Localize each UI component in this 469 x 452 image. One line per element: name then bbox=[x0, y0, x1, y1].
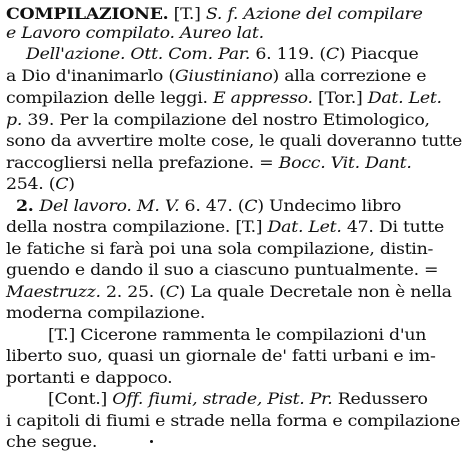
entry-line bbox=[48, 390, 428, 409]
text-run: ) Piacque bbox=[338, 45, 419, 63]
text-run: [T.] Cicerone rammenta le compilazioni d'un bbox=[48, 326, 427, 344]
text-run: 6. 119. ( bbox=[250, 45, 326, 63]
entry-line bbox=[6, 304, 205, 323]
entry-line bbox=[48, 326, 426, 345]
italic-text: Maestruzz. bbox=[6, 283, 101, 301]
text-run: che segue. bbox=[6, 433, 98, 451]
entry-line bbox=[6, 433, 97, 452]
text-run: 254. ( bbox=[6, 175, 56, 193]
text-run: 2. 25. ( bbox=[100, 283, 166, 301]
italic-text: C bbox=[165, 283, 179, 301]
entry-line bbox=[26, 45, 419, 64]
italic-text: Ott. Com. Par. bbox=[130, 45, 251, 63]
entry-line bbox=[6, 218, 444, 237]
italic-text: Dat. Let. bbox=[267, 218, 342, 236]
italic-text: Giustiniano bbox=[174, 67, 273, 85]
entry-line bbox=[6, 240, 433, 259]
entry-line bbox=[6, 154, 412, 173]
text-run: 39. Per la compilazione del nostro Etimologico, bbox=[22, 111, 430, 129]
text-run: [T.] bbox=[168, 5, 206, 23]
text-run: portanti e dappoco. bbox=[6, 369, 173, 387]
text-run: ) alla correzione e bbox=[272, 67, 427, 85]
text-run: ) bbox=[68, 175, 75, 193]
text-run: 47. Di tutte bbox=[341, 218, 444, 236]
italic-text: C bbox=[325, 45, 339, 63]
text-run: sono da avvertire molte cose, le quali doveranno tutte bbox=[6, 132, 463, 150]
bold-text: COMPILAZIONE. bbox=[6, 4, 169, 23]
italic-text: Del lavoro. M. V. bbox=[39, 197, 180, 215]
entry-line bbox=[6, 4, 423, 24]
text-run: 6. 47. ( bbox=[179, 197, 245, 215]
italic-text: Bocc. Vit. Dant. bbox=[278, 154, 412, 172]
text-run: i capitoli di fiumi e strade nella forma e compilazione bbox=[6, 412, 461, 430]
italic-text: C bbox=[55, 175, 69, 193]
italic-text: e Lavoro compilato. Aureo lat. bbox=[6, 24, 264, 42]
text-run: a Dio d'inanimarlo ( bbox=[6, 67, 175, 85]
text-run: guendo e dando il suo a ciascuno puntualmente. = bbox=[6, 261, 439, 279]
entry-line bbox=[6, 175, 75, 194]
italic-text: p. bbox=[6, 111, 23, 129]
entry-line bbox=[6, 111, 430, 130]
entry-line bbox=[6, 412, 460, 431]
text-run: ) Undecimo libro bbox=[257, 197, 402, 215]
entry-line bbox=[16, 196, 401, 216]
text-run: le fatiche si farà poi una sola compilazione, distin- bbox=[6, 240, 434, 258]
italic-text: Dell'azione. bbox=[26, 45, 131, 63]
entry-line bbox=[6, 24, 264, 43]
entry-line bbox=[6, 132, 462, 151]
stray-dot bbox=[150, 440, 153, 443]
italic-text: Dat. Let. bbox=[367, 89, 442, 107]
text-run: [Cont.] bbox=[48, 390, 113, 408]
italic-text: C bbox=[244, 197, 258, 215]
text-run: della nostra compilazione. [T.] bbox=[6, 218, 268, 236]
bold-text: 2. bbox=[16, 196, 40, 215]
entry-line bbox=[6, 67, 426, 86]
text-run: [Tor.] bbox=[312, 89, 368, 107]
entry-line bbox=[6, 369, 172, 388]
entry-line bbox=[6, 261, 438, 280]
italic-text: E appresso. bbox=[212, 89, 313, 107]
entry-line bbox=[6, 283, 452, 302]
italic-text: Off. fiumi, strade, Pist. Pr. bbox=[112, 390, 333, 408]
entry-line bbox=[6, 89, 442, 108]
text-run: compilazion delle leggi. bbox=[6, 89, 213, 107]
entry-line bbox=[6, 347, 436, 366]
text-run: raccogliersi nella prefazione. = bbox=[6, 154, 279, 172]
text-run: liberto suo, quasi un giornale de' fatti urbani e im- bbox=[6, 347, 436, 365]
text-run: moderna compilazione. bbox=[6, 304, 206, 322]
italic-text: S. f. Azione del compilare bbox=[205, 5, 423, 23]
text-run: Redussero bbox=[332, 390, 428, 408]
text-run: ) La quale Decretale non è nella bbox=[178, 283, 452, 301]
